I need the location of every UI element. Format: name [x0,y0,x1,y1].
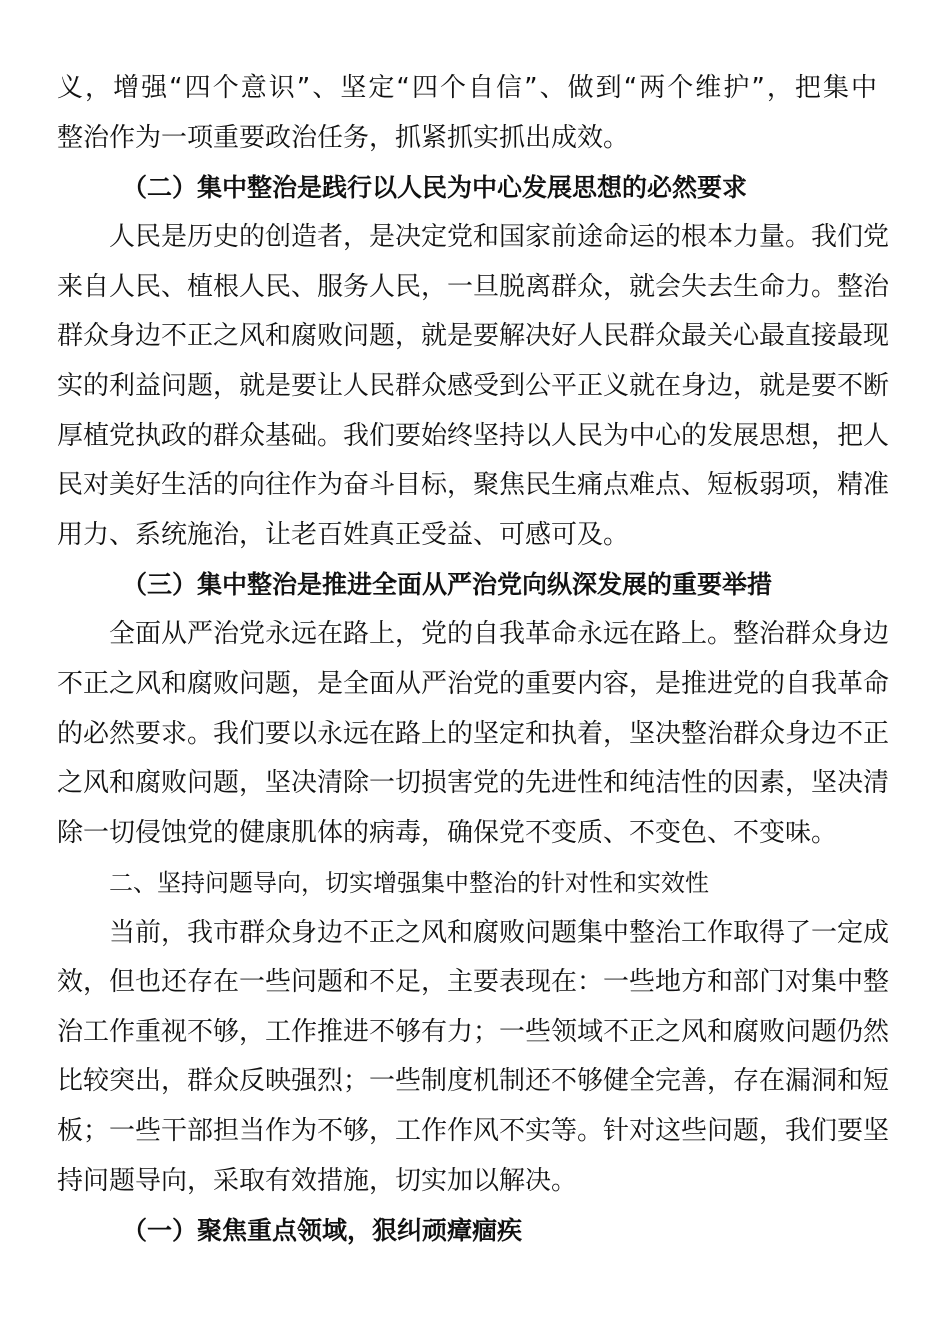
paragraph-line: 板；一些干部担当作为不够，工作作风不实等。针对这些问题，我们要坚 [57,1116,890,1146]
paragraph-line: 持问题导向，采取有效措施，切实加以解决。 [57,1166,578,1196]
paragraph-line: 比较突出，群众反映强烈；一些制度机制还不够健全完善，存在漏洞和短 [57,1066,890,1096]
paragraph-line: 厚植党执政的群众基础。我们要始终坚持以人民为中心的发展思想，把人 [57,421,890,451]
paragraph-line: 整治作为一项重要政治任务，抓紧抓实抓出成效。 [57,123,630,153]
paragraph-line: 除一切侵蚀党的健康肌体的病毒，确保党不变质、不变色、不变味。 [57,818,838,848]
section-heading: （二）集中整治是践行以人民为中心发展思想的必然要求 [122,173,748,202]
paragraph-line: 效，但也还存在一些问题和不足，主要表现在：一些地方和部门对集中整 [57,967,890,997]
paragraph-line: 人民是历史的创造者，是决定党和国家前途命运的根本力量。我们党 [109,222,890,252]
paragraph-line: 民对美好生活的向往作为奋斗目标，聚焦民生痛点难点、短板弱项，精准 [57,470,890,500]
section-heading: （一）聚焦重点领域，狠纠顽瘴痼疾 [122,1216,523,1245]
paragraph-line: 不正之风和腐败问题，是全面从严治党的重要内容，是推进党的自我革命 [57,669,890,699]
paragraph-line: 群众身边不正之风和腐败问题，就是要解决好人民群众最关心最直接最现 [57,321,890,351]
chapter-heading: 二、坚持问题导向，切实增强集中整治的针对性和实效性 [109,869,709,897]
section-heading: （三）集中整治是推进全面从严治党向纵深发展的重要举措 [122,570,773,599]
paragraph-line: 全面从严治党永远在路上，党的自我革命永远在路上。整治群众身边 [109,619,890,649]
paragraph-line: 当前，我市群众身边不正之风和腐败问题集中整治工作取得了一定成 [109,918,890,948]
paragraph-line: 之风和腐败问题，坚决清除一切损害党的先进性和纯洁性的因素，坚决清 [57,768,890,798]
paragraph-line: 实的利益问题，就是要让人民群众感受到公平正义就在身边，就是要不断 [57,371,890,401]
paragraph-line: 的必然要求。我们要以永远在路上的坚定和执着，坚决整治群众身边不正 [57,719,890,749]
paragraph-line: 治工作重视不够，工作推进不够有力；一些领域不正之风和腐败问题仍然 [57,1017,890,1047]
paragraph-line: 来自人民、植根人民、服务人民，一旦脱离群众，就会失去生命力。整治 [57,272,890,302]
paragraph-line: 用力、系统施治，让老百姓真正受益、可感可及。 [57,520,630,550]
paragraph-line: 义，增强“四个意识”、坚定“四个自信”、做到“两个维护”，把集中 [57,73,877,103]
